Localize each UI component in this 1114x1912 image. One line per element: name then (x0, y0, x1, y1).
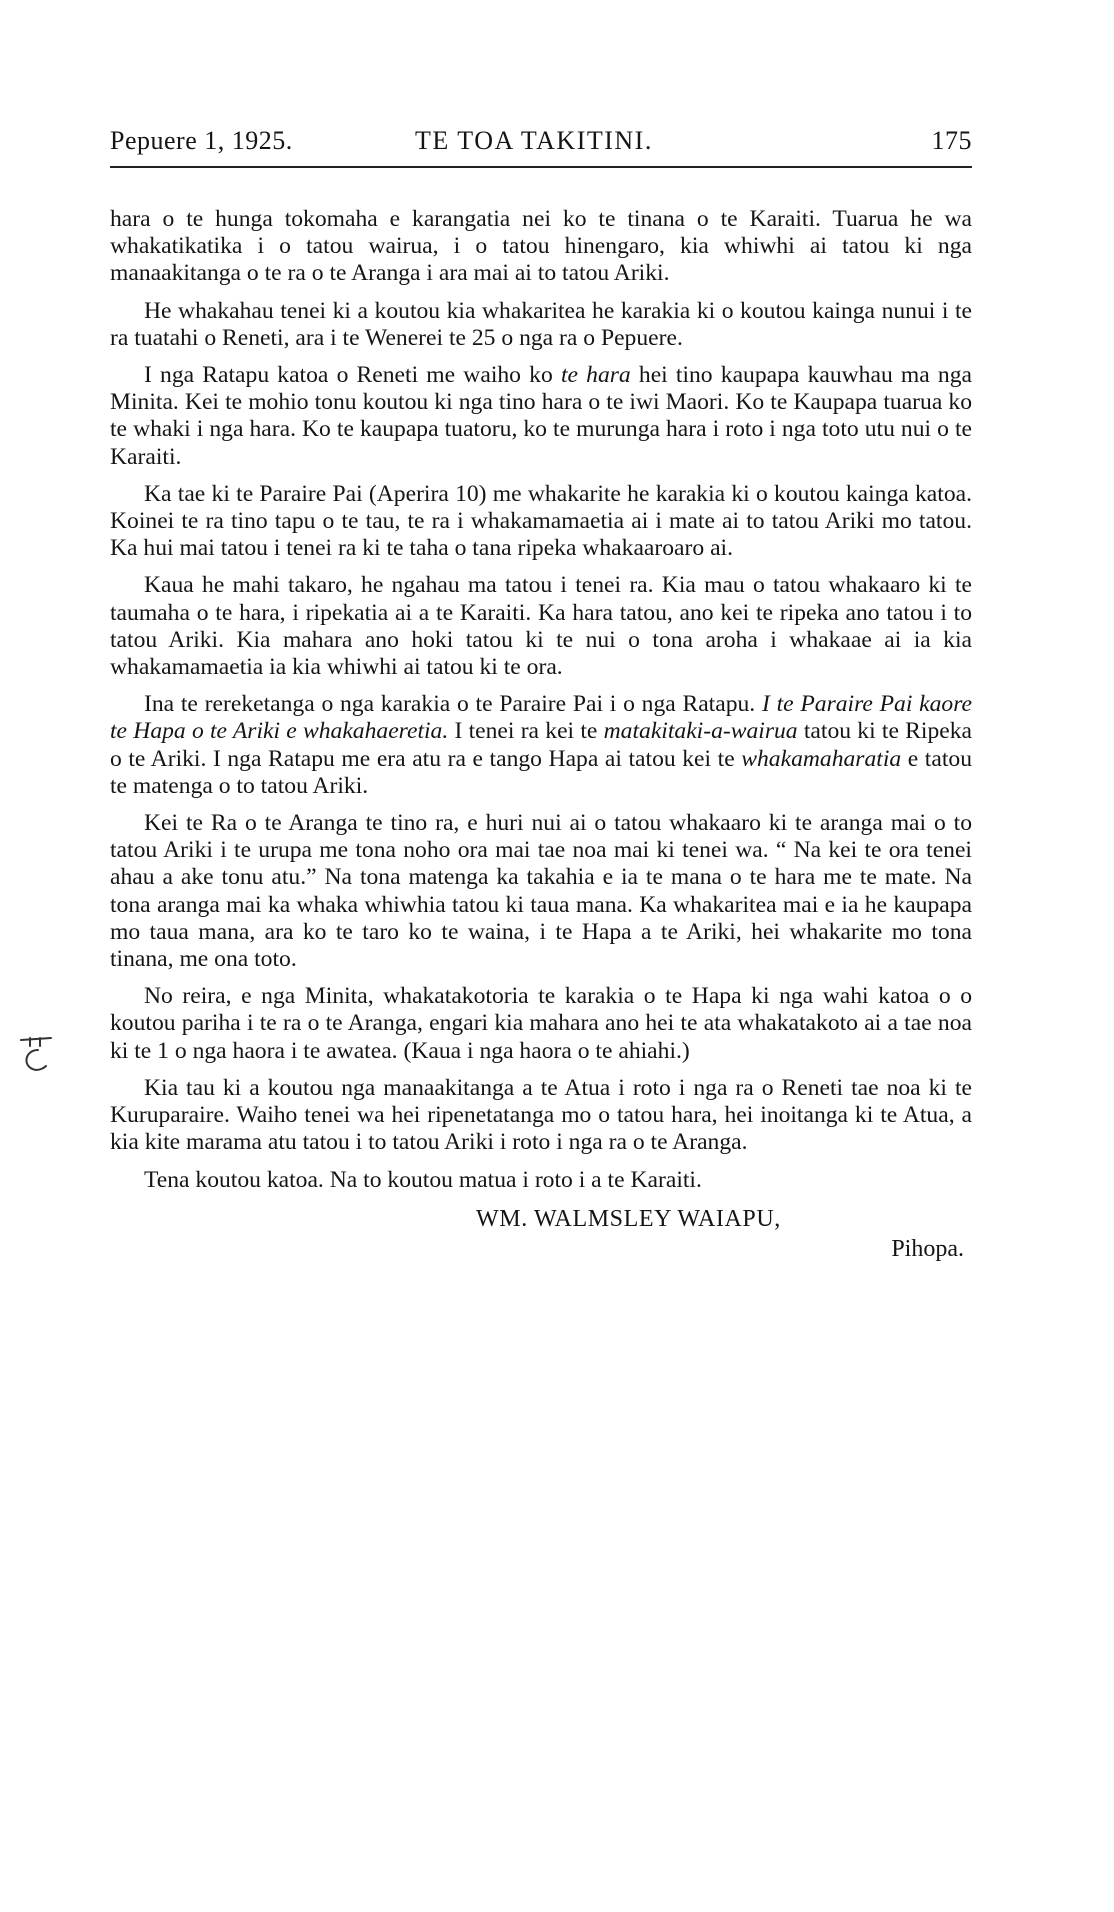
italic-text: I te Paraire Pai kaore te Hapa o te Ariki e whakahaeretia. (110, 691, 973, 745)
paragraph-text: hara o te hunga tokomaha e karangatia nei ko te tinana o te Karaiti. Tuarua he wa whakatikatika i o tatou wairua, i o tatou hinengaro, kia whiwhi ai tatou ki nga manaakitanga o te ra o te Aranga i ara mai ai to tatou Ariki. (110, 206, 972, 287)
italic-text: te hara (560, 362, 631, 389)
header-date: Pepuere 1, 1925. (110, 126, 293, 155)
paragraph (110, 206, 972, 288)
paragraph-text: Kia tau ki a koutou nga manaakitanga a te Atua i roto i nga ra o Reneti tae noa ki te Kuruparaire. Waiho tenei wa hei ripenetatanga mo o tatou hara, hei inoitanga ki te Atua, a kia kite marama atu tatou i to tatou Ariki i roto i nga ra o te Aranga. (110, 1074, 972, 1156)
paragraph (110, 691, 972, 800)
page-number: 175 (931, 126, 972, 155)
italic-text: matakitaki-a-wairua (603, 718, 798, 745)
paragraph (110, 1075, 972, 1157)
paragraph-text: No reira, e nga Minita, whakatakotoria te karakia o te Hapa ki nga wahi katoa o o koutou pariha i te ra o te Aranga, engari kia mahara ano hei te ata whakatakoto ai a tae noa ki te 1 o nga haora i te awatea. (Kaua i nga haora o te ahiahi.) (110, 983, 972, 1064)
paragraph-text: I tenei ra kei te (448, 718, 604, 745)
header-title: TE TOA TAKITINI. (415, 126, 653, 155)
paragraph-text: Ina te rereketanga o nga karakia o te Paraire Pai i o nga Ratapu. (144, 691, 762, 718)
paragraph-text: tatou ki te Ripeka o te Ariki. I nga Ratapu me era atu ra e tango Hapa ai tatou kei te (110, 718, 972, 772)
paragraph (110, 362, 972, 471)
signature-block (110, 1204, 972, 1264)
italic-text: whakamaharatia (741, 745, 902, 772)
paragraph-text: Kaua he mahi takaro, he ngahau ma tatou i tenei ra. Kia mau o tatou whakaaro ki te taumaha o te hara, i ripekatia ai a te Karaiti. Ka hara tatou, ano kei te ripeka ano tatou i to tatou Ariki. Kia mahara ano hoki tatou ki te nui o tona aroha i whakaae ai ia kia whakamamaetia ia kia whiwhi ai tatou ki te ora. (110, 572, 972, 681)
paragraph (110, 298, 972, 352)
paragraph-text: He whakahau tenei ki a koutou kia whakaritea he karakia ki o koutou kainga nunui i te ra tuatahi o Reneti, ara i te Wenerei te 25 o nga ra o Pepuere. (110, 297, 972, 351)
paragraph (110, 1167, 972, 1194)
paragraph (110, 810, 972, 973)
running-header (110, 126, 972, 162)
signature-name: WM. WALMSLEY WAIAPU, (476, 1205, 781, 1232)
paragraph-text: hei tino kaupapa kauwhau ma nga Minita. Kei te mohio tonu koutou ki nga tino hara o te iwi Maori. Ko te Kaupapa tuarua ko te whaki i nga hara. Ko te kaupapa tuatoru, ko te murunga hara i roto i nga toto utu nui o te Karaiti. (110, 362, 972, 470)
article-body (110, 206, 972, 1194)
paragraph-text: I nga Ratapu katoa o Reneti me waiho ko (144, 362, 561, 389)
handwritten-margin-mark-icon (18, 1034, 54, 1076)
paragraph-text: e tatou te matenga o to tatou Ariki. (110, 745, 972, 799)
header-rule (110, 166, 972, 168)
paragraph (110, 481, 972, 563)
paragraph (110, 572, 972, 681)
paragraph-text: Ka tae ki te Paraire Pai (Aperira 10) me whakarite he karakia ki o koutou kainga katoa. Koinei te ra tino tapu o te tau, te ra i whakamamaetia ai i mate ai to tatou Ariki mo tatou. Ka hui mai tatou i tenei ra ki te taha o tana ripeka whakaaroaro ai. (110, 480, 972, 562)
signature-role: Pihopa. (891, 1235, 964, 1262)
paragraph-text: Tena koutou katoa. Na to koutou matua i roto i a te Karaiti. (144, 1166, 702, 1193)
paragraph-text: Kei te Ra o te Aranga te tino ra, e huri nui ai o tatou whakaaro ki te aranga mai o to tatou Ariki i te urupa me tona noho ora mai tae noa mai ki tenei wa. “ Na kei te ora tenei ahau a ake tonu atu.” Na tona matenga ka takahia e ia te mana o te hara me te mate. Na tona aranga mai ka whaka whiwhia tatou ki taua mana. Ka whakaritea mai e ia he kaupapa mo taua mana, ara ko te taro ko te waina, i te Hapa a te Ariki, hei whakarite mo tona tinana, me ona toto. (110, 810, 972, 973)
paragraph (110, 983, 972, 1065)
page (110, 126, 972, 1264)
